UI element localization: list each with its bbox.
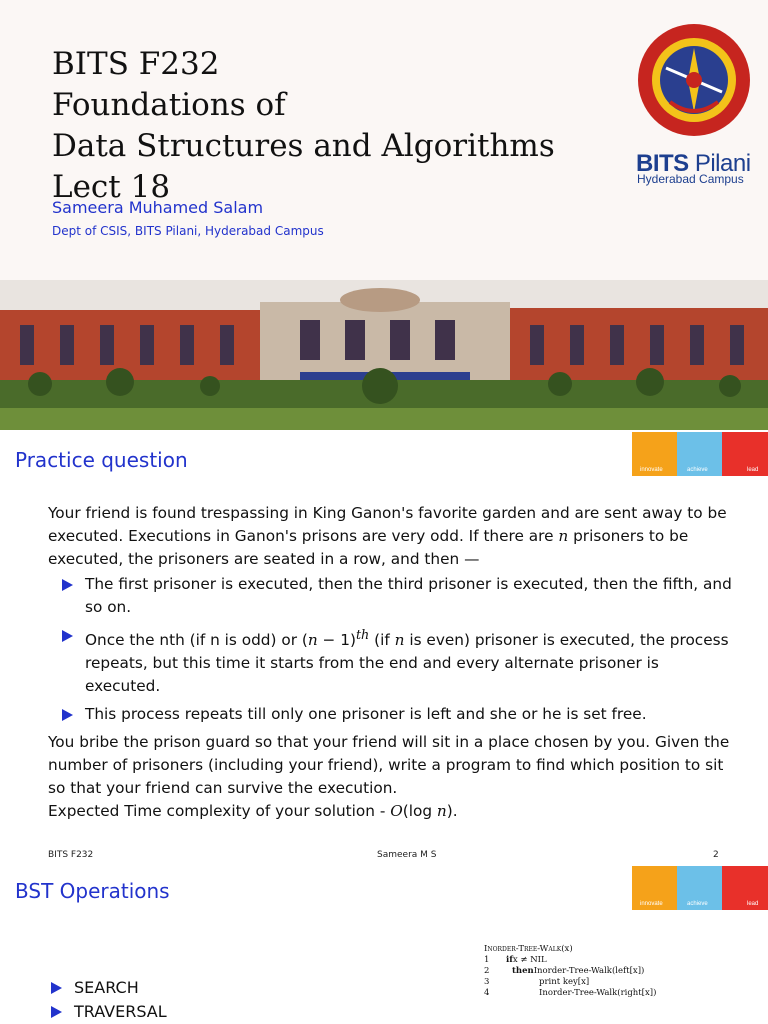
bst-slide [0,866,768,1024]
question-intro [48,502,732,571]
banner-band-red [722,432,768,476]
practice-slide [0,432,768,866]
bullet-text: − 1) [317,631,356,650]
pseudocode-line [484,977,656,988]
list-item [48,624,732,698]
bits-seal-icon [636,22,752,138]
procedure-name: Inorder-Tree-Walk [484,944,562,954]
innovate-achieve-lead-banner [632,866,768,910]
line-number: 2 [484,966,490,976]
pseudocode-line [484,955,656,966]
title-line: Data Structures and Algorithms [52,128,555,164]
footer-page-number: 2 [713,850,719,860]
keyword: if [506,955,513,965]
list-item [48,976,167,1000]
list-item [48,573,732,619]
pseudocode-line [484,966,656,977]
line-number: 4 [484,988,490,998]
math-sup: th [355,628,370,643]
frame-title: Practice question [15,448,188,472]
innovate-achieve-lead-banner [632,432,768,476]
intro-end: prisoners to be executed, the prisoners are seated in a row, and then — [48,527,689,568]
math-n: n [307,631,318,650]
complexity-text: ). [446,802,458,821]
code-text: print key[x] [539,977,590,987]
code-text: x ≠ NIL [512,955,547,965]
bullet-text: (if [369,631,395,650]
question-body [48,502,732,823]
lecture-title [52,44,555,208]
logo-campus: Hyderabad Campus [637,172,744,186]
math-n: n [436,802,447,821]
list-item [48,1000,167,1024]
math-o: O [390,802,403,821]
rules-list [48,573,732,726]
title-line: BITS F232 [52,46,220,82]
logo-bits: BITS [636,150,689,177]
pseudocode-line [484,988,656,999]
banner-word: innovate [640,467,663,473]
intro-text: Your friend is found trespassing in King Ganon's favorite garden and are sent away to be executed. Executions in Ganon's prisons are very odd. If there are [48,504,727,545]
footer-course: BITS F232 [48,850,94,860]
banner-word: innovate [640,901,663,907]
title-slide [0,0,768,430]
operation-label: SEARCH [74,978,139,997]
bullet-text: The first prisoner is executed, then the third prisoner is executed, then the fifth, and so on. [85,575,732,616]
bullet-text: This process repeats till only one prisoner is left and she or he is set free. [85,705,647,724]
bullet-triangle-icon [51,1006,62,1018]
bullet-triangle-icon [62,630,73,642]
code-text: Inorder-Tree-Walk(left[x]) [533,966,645,976]
keyword: then [512,966,534,976]
code-text: Inorder-Tree-Walk(right[x]) [539,988,657,998]
banner-word: lead [747,467,759,473]
complexity-line [48,800,732,823]
complexity-text: Expected Time complexity of your solution - [48,802,391,821]
department: Dept of CSIS, BITS Pilani, Hyderabad Campus [52,224,324,238]
frame-title: BST Operations [15,879,170,903]
bullet-text: is even) prisoner is executed, the process repeats, but this time it starts from the end and every alternate prisoner is executed. [85,631,729,696]
list-item [48,703,732,726]
math-n: n [394,631,405,650]
banner-word: achieve [687,467,708,473]
procedure-arg: (x) [561,944,573,954]
bullet-triangle-icon [51,982,62,994]
banner-word: lead [747,901,759,907]
logo-pilani: Pilani [688,150,751,177]
title-line: Foundations of [52,87,286,123]
complexity-text: (log [402,802,437,821]
bullet-text: Once the nth (if n is odd) or ( [85,631,308,650]
bullet-triangle-icon [62,579,73,591]
math-n: n [558,527,569,545]
bst-operations-list [48,976,167,1024]
footer-author: Sameera M S [377,850,437,860]
bullet-triangle-icon [62,709,73,721]
operation-label: TRAVERSAL [74,1002,167,1021]
question-closing: You bribe the prison guard so that your friend will sit in a place chosen by you. Given the number of prisoners (including your friend), write a program to find which position to sit so that your friend can survive the execution. [48,733,730,798]
line-number: 1 [484,955,490,965]
author-name: Sameera Muhamed Salam [52,198,264,217]
inorder-pseudocode [484,944,656,999]
banner-band-red [722,866,768,910]
banner-word: achieve [687,901,708,907]
line-number: 3 [484,977,490,987]
title-line: Lect 18 [52,169,171,205]
campus-building-photo [0,280,768,430]
pseudocode-header [484,944,656,955]
